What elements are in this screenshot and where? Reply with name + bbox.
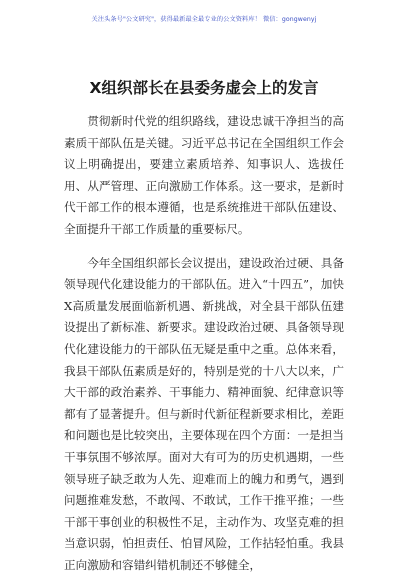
paragraph-2: 今年全国组织部长会议提出，建设政治过硬、具备领导现代化建设能力的干部队伍。进入“十四五”，加快X高质量发展面临新机遇、新挑战，对全县干部队伍建设提出了新标准、新要求。建设政治过硬、具备领导现代化建设能力的干部队伍无疑是重中之重。总体来看，我县干部队伍素质是好的，特别是党的十八大以来，广大干部的政治素养、干事能力、精神面貌、纪律意识等都有了显著提升。但与新时代新征程新要求相比，差距和问题也是比较突出，主要体现在四个方面：一是担当干事氛围不够浓厚。面对大有可为的历史机遇期，一些领导班子缺乏敢为人先、迎难而上的魄力和勇气，遇到问题推难发愁，不敢闯、不敢试，工作干推平推；一些干部干事创业的积极性不足，主动作为、攻坚克难的担当意识弱，怕担责任、怕冒风险，工作拈轻怕重。我县正向激励和容错纠错机制还不够健全， <box>64 255 344 572</box>
document-body <box>64 111 344 588</box>
header-note: 关注头条号"公文研究"，获得最新最全最专业的公文资料库！ 微信：gongwenyj <box>91 16 317 23</box>
document-title: X组织部长在县委务虚会上的发言 <box>89 79 319 97</box>
paragraph-1: 贯彻新时代党的组织路线，建设忠诚干净担当的高素质干部队伍是关键。习近平总书记在全国组织工作会议上明确提出，要建立素质培养、知事识人、选拔任用、从严管理、正向激励工作体系。这一要求，是新时代干部工作的根本遵循，也是系统推进干部队伍建设、全面提升干部工作质量的重要标尺。 <box>64 114 344 236</box>
